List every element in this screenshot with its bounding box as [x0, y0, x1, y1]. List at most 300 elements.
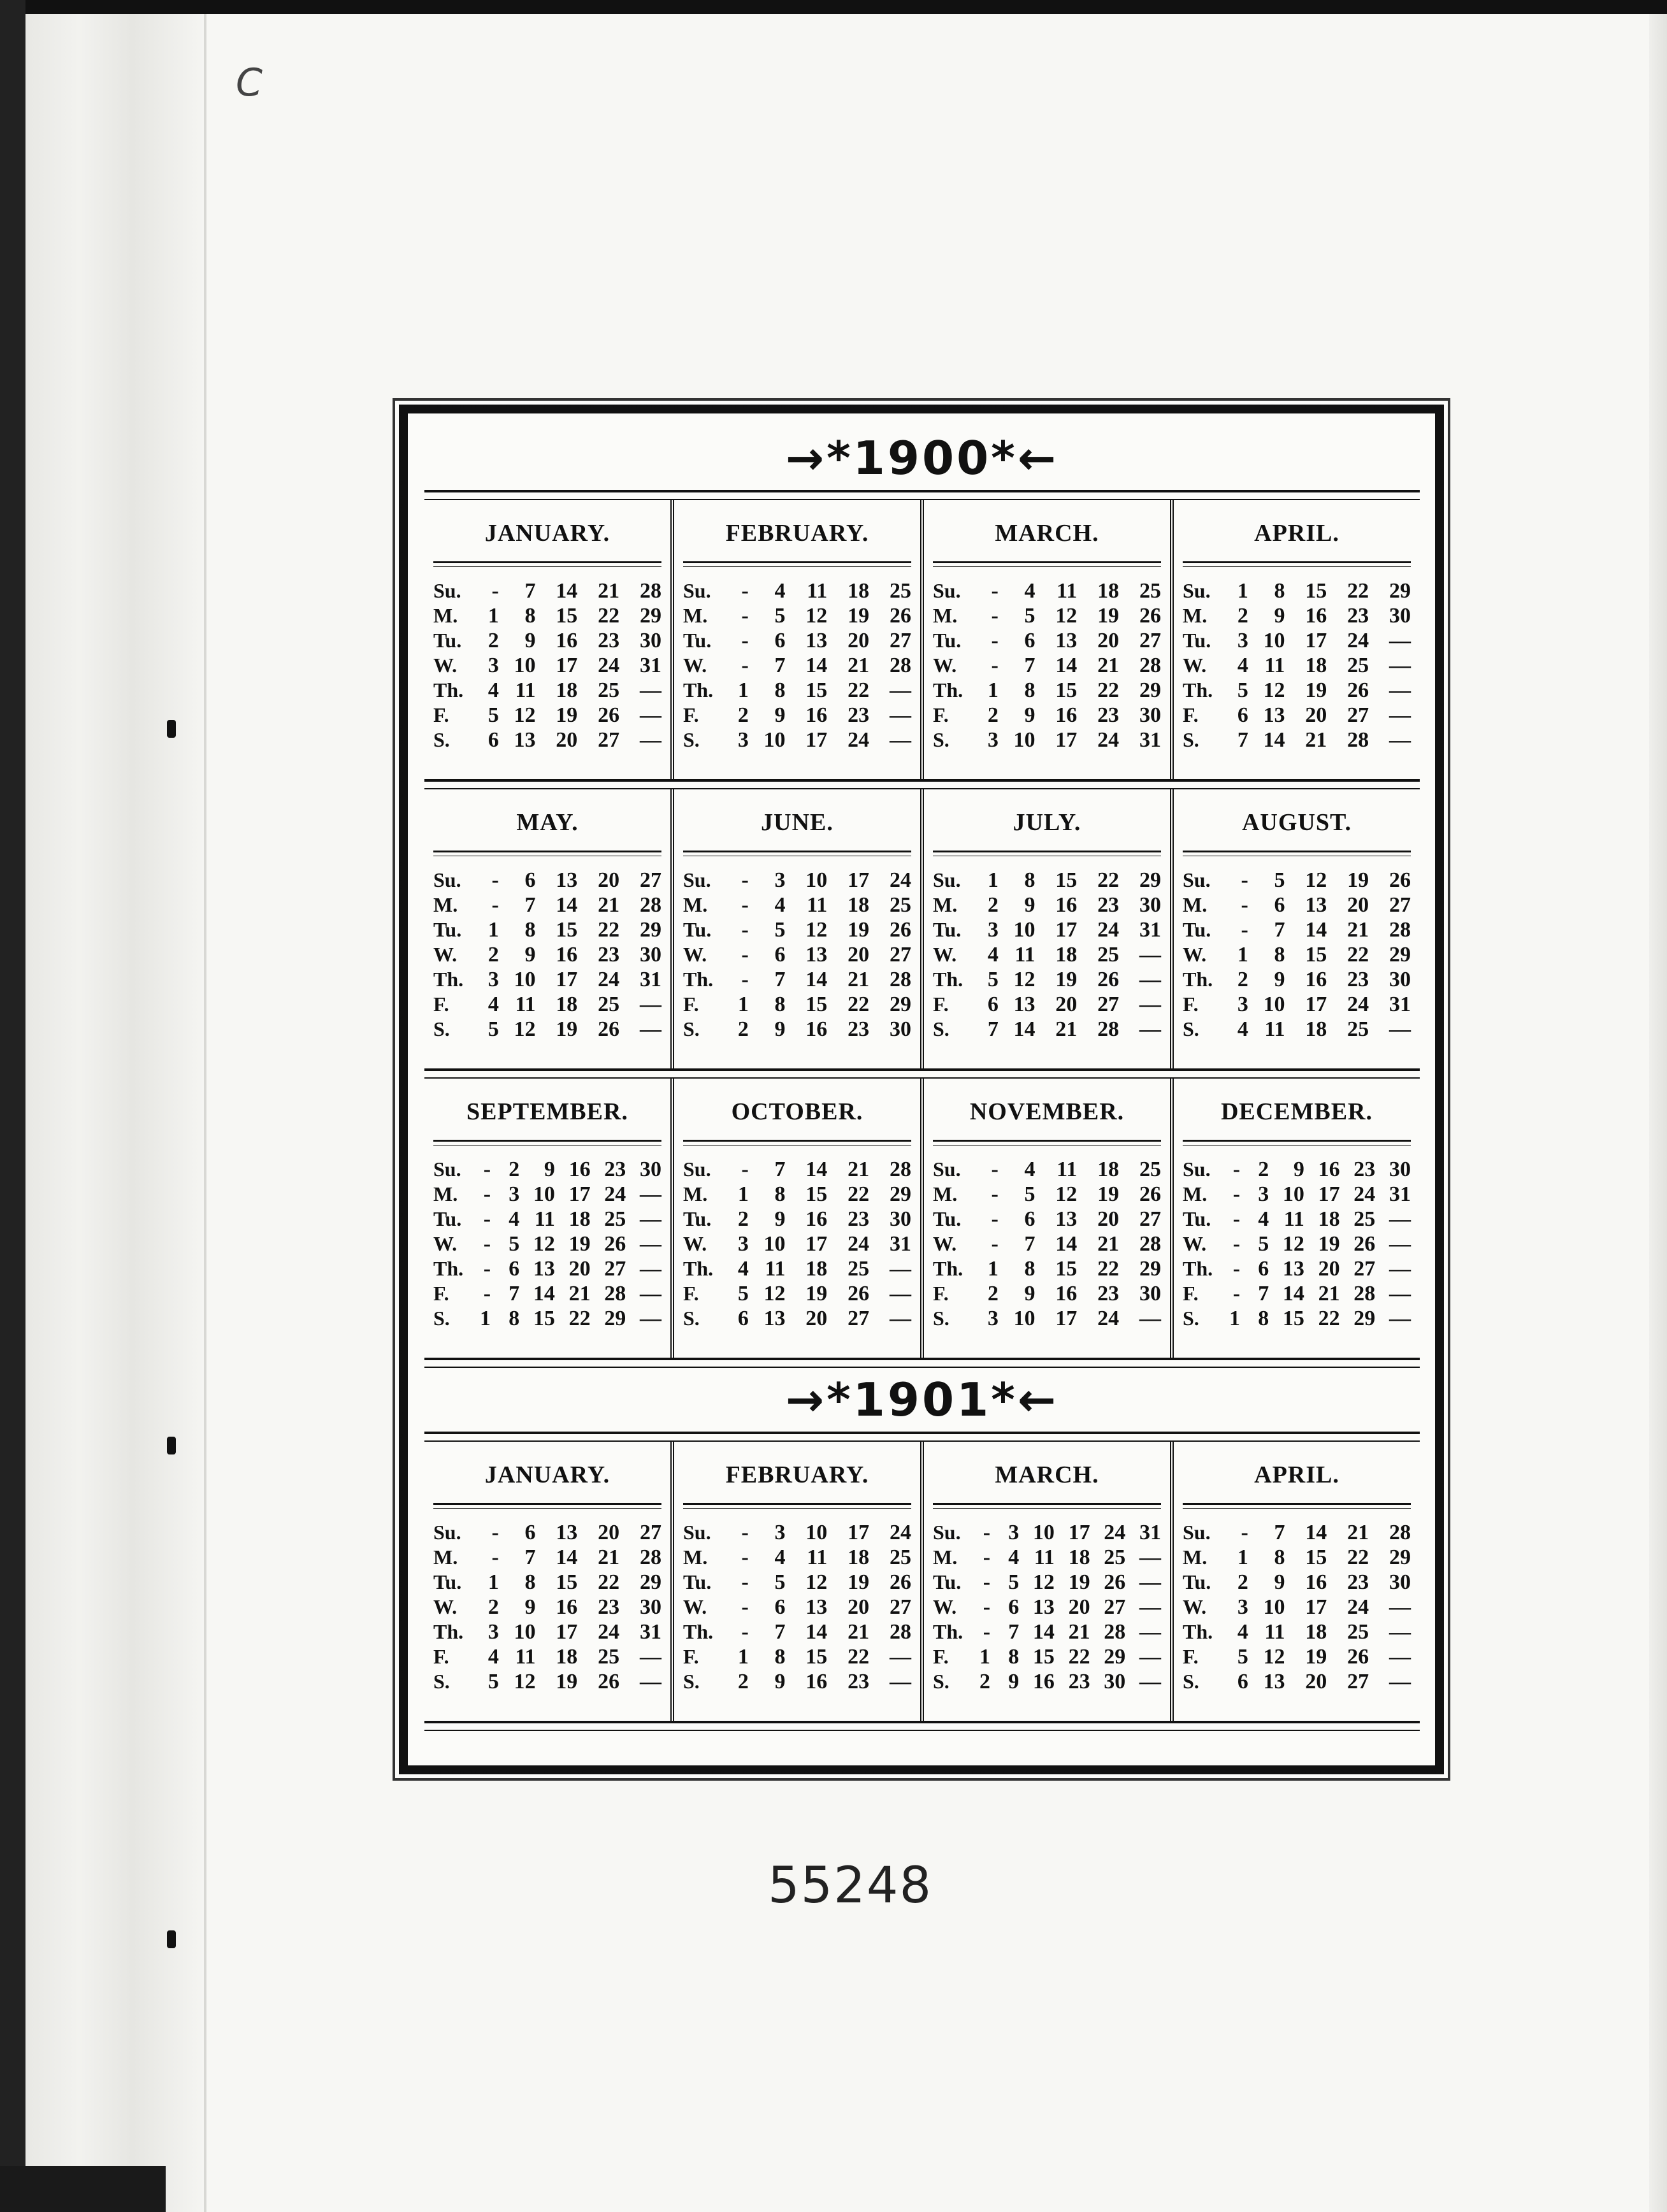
day-number: 4 — [1237, 1017, 1248, 1041]
month-name-rule — [433, 851, 661, 856]
day-number: - — [983, 1595, 991, 1619]
day-number: 6 — [774, 1595, 786, 1619]
day-number: 15 — [805, 993, 828, 1016]
day-number: 20 — [556, 728, 578, 752]
weekday-label: Su. — [1183, 579, 1211, 602]
day-number: 11 — [515, 993, 536, 1016]
month-name: FEBRUARY. — [725, 520, 869, 547]
day-number: 24 — [1347, 1595, 1369, 1619]
day-number: 21 — [848, 654, 870, 677]
day-number: - — [991, 629, 999, 652]
day-number: 12 — [1305, 868, 1327, 892]
day-number: - — [991, 1182, 999, 1206]
day-number: 28 — [890, 654, 911, 677]
day-number: 10 — [805, 868, 828, 892]
day-number: 16 — [556, 1595, 578, 1619]
days-table — [933, 1157, 1161, 1331]
weekday-row — [1183, 893, 1411, 917]
weekday-row — [683, 917, 911, 942]
day-number: 17 — [805, 1232, 828, 1256]
day-number: 29 — [1389, 1546, 1411, 1569]
weekday-label: W. — [933, 1232, 957, 1255]
day-number: — — [1139, 1570, 1161, 1594]
weekday-label: S. — [433, 728, 450, 751]
weekday-row — [933, 1620, 1161, 1644]
weekday-label: Tu. — [683, 1570, 712, 1593]
weekday-label: Tu. — [683, 629, 712, 652]
weekday-row — [1183, 628, 1411, 653]
day-number: — — [1139, 1620, 1161, 1644]
weekday-row — [933, 893, 1161, 917]
month-name-rule — [433, 1140, 661, 1146]
day-number: 18 — [1318, 1207, 1340, 1231]
day-number: 20 — [1068, 1595, 1090, 1619]
day-number: 3 — [737, 728, 749, 752]
weekday-label: W. — [1183, 654, 1207, 677]
day-number: - — [991, 1207, 999, 1231]
weekday-label: Th. — [433, 1257, 464, 1280]
day-number: 16 — [805, 703, 828, 727]
day-number: - — [741, 1546, 749, 1569]
day-number: 11 — [515, 1645, 536, 1669]
day-number: 28 — [640, 893, 661, 917]
day-number: 8 — [1274, 1546, 1285, 1569]
month-name-rule — [933, 851, 1161, 856]
day-number: — — [1139, 1307, 1161, 1330]
day-number: 27 — [640, 868, 661, 892]
day-number: 2 — [1237, 1570, 1248, 1594]
day-number: — — [1389, 728, 1411, 752]
month-block — [424, 789, 670, 1068]
weekday-row — [933, 1545, 1161, 1570]
day-number: 31 — [1389, 993, 1411, 1016]
day-number: 16 — [805, 1207, 828, 1231]
weekday-row — [933, 992, 1161, 1017]
weekday-row — [1183, 1620, 1411, 1644]
day-number: 27 — [848, 1307, 870, 1330]
weekday-row — [1183, 1232, 1411, 1256]
day-number: 7 — [774, 1158, 786, 1181]
day-number: 8 — [1258, 1307, 1269, 1330]
day-number: 2 — [487, 943, 499, 966]
day-number: 1 — [1237, 1546, 1248, 1569]
day-number: — — [640, 1182, 661, 1206]
weekday-row — [933, 868, 1161, 893]
day-number: 12 — [1263, 679, 1285, 702]
day-number: 8 — [774, 1182, 786, 1206]
day-number: 3 — [737, 1232, 749, 1256]
month-name-rule — [933, 1503, 1161, 1509]
day-number: 26 — [1139, 1182, 1161, 1206]
weekday-label: W. — [933, 943, 957, 966]
day-number: 26 — [1389, 868, 1411, 892]
day-number: 31 — [1139, 918, 1161, 942]
weekday-label: F. — [683, 1645, 699, 1668]
day-number: 23 — [1097, 893, 1120, 917]
day-number: 3 — [1258, 1182, 1269, 1206]
weekday-label: M. — [433, 893, 458, 916]
day-number: 21 — [1068, 1620, 1090, 1644]
day-number: 20 — [1318, 1257, 1340, 1281]
weekday-row — [1183, 1520, 1411, 1545]
weekday-label: Tu. — [683, 1207, 712, 1230]
day-number: 22 — [848, 993, 870, 1016]
weekday-row — [433, 628, 661, 653]
month-name: MARCH. — [995, 1462, 1099, 1488]
weekday-label: Tu. — [683, 918, 712, 941]
day-number: 7 — [1258, 1282, 1269, 1305]
day-number: 17 — [805, 728, 828, 752]
day-number: 11 — [807, 1546, 828, 1569]
day-number: 1 — [987, 868, 999, 892]
day-number: 6 — [524, 1521, 536, 1544]
day-number: 12 — [514, 1670, 536, 1693]
day-number: 28 — [1347, 728, 1369, 752]
day-number: 1 — [487, 918, 499, 942]
day-number: 30 — [1389, 1158, 1411, 1181]
day-number: 23 — [598, 629, 620, 652]
weekday-row — [1183, 1017, 1411, 1042]
day-number: 14 — [805, 968, 828, 991]
day-number: 8 — [774, 1645, 786, 1669]
day-number: 24 — [598, 654, 620, 677]
weekday-row — [933, 728, 1161, 752]
weekday-row — [683, 1017, 911, 1042]
month-name-rule — [433, 1503, 661, 1509]
weekday-row — [433, 1017, 661, 1042]
day-number: 14 — [805, 654, 828, 677]
weekday-label: F. — [933, 993, 949, 1016]
day-number: — — [1139, 1645, 1161, 1669]
day-number: 3 — [987, 918, 999, 942]
month-block — [1170, 1442, 1420, 1721]
day-number: 10 — [1263, 629, 1285, 652]
day-number: 25 — [1139, 579, 1161, 603]
day-number: 10 — [514, 654, 536, 677]
day-number: 22 — [1068, 1645, 1090, 1669]
day-number: 28 — [1389, 1521, 1411, 1544]
days-table — [433, 1157, 661, 1331]
day-number: 13 — [805, 943, 828, 966]
weekday-row — [933, 1281, 1161, 1306]
day-number: 13 — [514, 728, 536, 752]
day-number: 22 — [598, 604, 620, 628]
day-number: 8 — [524, 604, 536, 628]
day-number: 8 — [524, 918, 536, 942]
day-number: 31 — [640, 968, 661, 991]
weekday-label: M. — [933, 1546, 958, 1569]
day-number: 13 — [805, 1595, 828, 1619]
weekday-label: Tu. — [933, 1570, 962, 1593]
month-row — [424, 1079, 1420, 1358]
day-number: 25 — [1353, 1207, 1376, 1231]
weekday-label: M. — [1183, 604, 1208, 627]
day-number: 27 — [604, 1257, 626, 1281]
day-number: 20 — [1097, 1207, 1120, 1231]
month-name: SEPTEMBER. — [466, 1098, 628, 1125]
weekday-label: F. — [933, 1645, 949, 1668]
weekday-label: W. — [683, 654, 707, 677]
day-number: 15 — [1305, 579, 1327, 603]
day-number: — — [890, 728, 911, 752]
day-number: 10 — [1032, 1521, 1055, 1544]
weekday-row — [433, 603, 661, 628]
day-number: 2 — [487, 629, 499, 652]
weekday-label: S. — [933, 1670, 949, 1693]
day-number: — — [1139, 943, 1161, 966]
day-number: 14 — [556, 579, 578, 603]
day-number: 20 — [805, 1307, 828, 1330]
weekday-label: M. — [433, 604, 458, 627]
weekday-row — [933, 653, 1161, 678]
day-number: 1 — [737, 679, 749, 702]
day-number: 7 — [524, 893, 536, 917]
day-number: 21 — [1318, 1282, 1340, 1305]
day-number: 3 — [774, 1521, 786, 1544]
day-number: 23 — [1347, 604, 1369, 628]
day-number: 1 — [1229, 1307, 1241, 1330]
day-number: 14 — [556, 893, 578, 917]
day-number: 25 — [848, 1257, 870, 1281]
day-number: 6 — [1024, 629, 1036, 652]
day-number: 3 — [509, 1182, 520, 1206]
day-number: 21 — [1055, 1017, 1078, 1041]
weekday-label: F. — [1183, 1645, 1199, 1668]
day-number: 15 — [556, 1570, 578, 1594]
day-number: 12 — [514, 1017, 536, 1041]
day-number: 19 — [805, 1282, 828, 1305]
day-number: 17 — [1055, 1307, 1078, 1330]
day-number: 22 — [848, 1645, 870, 1669]
weekday-label: S. — [1183, 728, 1199, 751]
day-number: 24 — [1347, 629, 1369, 652]
day-number: 10 — [1013, 1307, 1036, 1330]
weekday-label: S. — [683, 728, 700, 751]
day-number: 26 — [598, 1017, 620, 1041]
month-block — [920, 1442, 1170, 1721]
day-number: 30 — [640, 943, 661, 966]
day-number: 24 — [848, 1232, 870, 1256]
weekday-row — [683, 678, 911, 703]
day-number: 24 — [1353, 1182, 1376, 1206]
day-number: 2 — [987, 893, 999, 917]
weekday-label: W. — [433, 943, 458, 966]
day-number: 8 — [1008, 1645, 1020, 1669]
day-number: 21 — [848, 1158, 870, 1181]
weekday-row — [683, 1520, 911, 1545]
day-number: 29 — [890, 1182, 911, 1206]
day-number: 26 — [890, 1570, 911, 1594]
day-number: 14 — [805, 1158, 828, 1181]
weekday-row — [933, 578, 1161, 603]
day-number: 28 — [1353, 1282, 1376, 1305]
month-block — [1170, 789, 1420, 1068]
weekday-label: Th. — [1183, 1257, 1213, 1280]
weekday-label: F. — [933, 1282, 949, 1305]
day-number: 5 — [737, 1282, 749, 1305]
day-number: 19 — [1305, 1645, 1327, 1669]
month-name: JANUARY. — [484, 1462, 610, 1488]
day-number: 5 — [1024, 1182, 1036, 1206]
day-number: 30 — [640, 629, 661, 652]
day-number: — — [640, 1017, 661, 1041]
weekday-row — [683, 1545, 911, 1570]
weekday-label: W. — [1183, 1595, 1207, 1618]
weekday-label: F. — [933, 703, 949, 726]
day-number: 2 — [979, 1670, 991, 1693]
days-table — [933, 578, 1161, 752]
day-number: 7 — [1274, 918, 1285, 942]
weekday-label: Th. — [933, 1620, 963, 1643]
day-number: 9 — [1293, 1158, 1304, 1181]
weekday-row — [433, 703, 661, 728]
day-number: 5 — [1258, 1232, 1269, 1256]
day-number: 7 — [774, 968, 786, 991]
day-number: 28 — [1139, 654, 1161, 677]
day-number: 20 — [1097, 629, 1120, 652]
weekday-label: Tu. — [933, 1207, 962, 1230]
month-row — [424, 500, 1420, 779]
weekday-label: Su. — [433, 868, 461, 891]
day-number: 15 — [1282, 1307, 1304, 1330]
day-number: 10 — [763, 728, 786, 752]
month-row — [424, 789, 1420, 1068]
day-number: 14 — [1013, 1017, 1036, 1041]
day-number: 28 — [1104, 1620, 1126, 1644]
days-table — [683, 1520, 911, 1694]
day-number: 15 — [556, 604, 578, 628]
day-number: - — [741, 943, 749, 966]
day-number: 22 — [1347, 579, 1369, 603]
day-number: 13 — [1013, 993, 1036, 1016]
day-number: 29 — [640, 918, 661, 942]
day-number: - — [1232, 1257, 1241, 1281]
day-number: 15 — [1305, 943, 1327, 966]
day-number: 10 — [514, 968, 536, 991]
weekday-label: Tu. — [933, 629, 962, 652]
day-number: 4 — [774, 579, 786, 603]
day-number: - — [1232, 1182, 1241, 1206]
weekday-label: Th. — [1183, 968, 1213, 991]
page-edge-left — [0, 0, 25, 2212]
day-number: 12 — [533, 1232, 555, 1256]
day-number: — — [1389, 1257, 1411, 1281]
month-name-rule — [683, 561, 911, 567]
day-number: 20 — [568, 1257, 591, 1281]
day-number: 17 — [1305, 1595, 1327, 1619]
days-table — [683, 1157, 911, 1331]
weekday-label: W. — [683, 943, 707, 966]
weekday-row — [683, 578, 911, 603]
day-number: 25 — [598, 993, 620, 1016]
day-number: 18 — [1305, 1620, 1327, 1644]
weekday-row — [933, 1207, 1161, 1232]
weekday-row — [433, 893, 661, 917]
day-number: 3 — [987, 1307, 999, 1330]
month-block — [920, 1079, 1170, 1358]
weekday-label: F. — [683, 703, 699, 726]
day-number: 14 — [1282, 1282, 1304, 1305]
day-number: 3 — [987, 728, 999, 752]
day-number: 20 — [598, 868, 620, 892]
day-number: 9 — [774, 1207, 786, 1231]
day-number: 12 — [1282, 1232, 1304, 1256]
weekday-row — [1183, 1256, 1411, 1281]
weekday-label: M. — [433, 1182, 458, 1205]
month-block — [920, 789, 1170, 1068]
page-edge-top — [0, 0, 1667, 14]
month-name-rule — [933, 561, 1161, 567]
day-number: - — [983, 1546, 991, 1569]
day-number: 12 — [1013, 968, 1036, 991]
day-number: 27 — [598, 728, 620, 752]
weekday-row — [683, 1644, 911, 1669]
day-number: 9 — [1274, 1570, 1285, 1594]
day-number: 23 — [848, 1017, 870, 1041]
days-table — [1183, 1520, 1411, 1694]
day-number: 15 — [533, 1307, 555, 1330]
weekday-label: Su. — [433, 1158, 461, 1181]
weekday-row — [433, 1595, 661, 1620]
day-number: 22 — [568, 1307, 591, 1330]
days-table — [683, 868, 911, 1042]
weekday-label: S. — [1183, 1017, 1199, 1040]
day-number: 1 — [737, 1645, 749, 1669]
day-number: 11 — [1264, 1620, 1285, 1644]
day-number: 20 — [598, 1521, 620, 1544]
month-name: APRIL. — [1254, 520, 1339, 547]
weekday-row — [683, 703, 911, 728]
day-number: 6 — [1237, 1670, 1248, 1693]
day-number: - — [741, 1570, 749, 1594]
weekday-label: M. — [933, 604, 958, 627]
weekday-row — [1183, 868, 1411, 893]
day-number: 3 — [1237, 1595, 1248, 1619]
month-name-rule — [1183, 1140, 1411, 1146]
day-number: 19 — [848, 604, 870, 628]
double-rule — [424, 779, 1420, 789]
day-number: — — [890, 1645, 911, 1669]
day-number: 23 — [1347, 968, 1369, 991]
day-number: 5 — [1237, 679, 1248, 702]
day-number: - — [741, 893, 749, 917]
day-number: 2 — [987, 1282, 999, 1305]
day-number: 11 — [765, 1257, 786, 1281]
day-number: 9 — [524, 1595, 536, 1619]
day-number: 5 — [487, 703, 499, 727]
day-number: 30 — [890, 1207, 911, 1231]
day-number: 6 — [1024, 1207, 1036, 1231]
day-number: 26 — [1097, 968, 1120, 991]
day-number: 4 — [1008, 1546, 1020, 1569]
day-number: 17 — [556, 968, 578, 991]
day-number: - — [983, 1620, 991, 1644]
weekday-label: Su. — [933, 868, 961, 891]
binding-thread-mark — [167, 1930, 176, 1948]
day-number: 12 — [805, 918, 828, 942]
day-number: 4 — [1258, 1207, 1269, 1231]
weekday-label: Th. — [933, 1257, 963, 1280]
day-number: 15 — [1305, 1546, 1327, 1569]
day-number: 8 — [1274, 943, 1285, 966]
day-number: - — [483, 1282, 491, 1305]
day-number: 19 — [1305, 679, 1327, 702]
weekday-row — [1183, 1644, 1411, 1669]
day-number: 21 — [568, 1282, 591, 1305]
day-number: 16 — [556, 943, 578, 966]
day-number: 16 — [1318, 1158, 1340, 1181]
day-number: 21 — [1097, 654, 1120, 677]
